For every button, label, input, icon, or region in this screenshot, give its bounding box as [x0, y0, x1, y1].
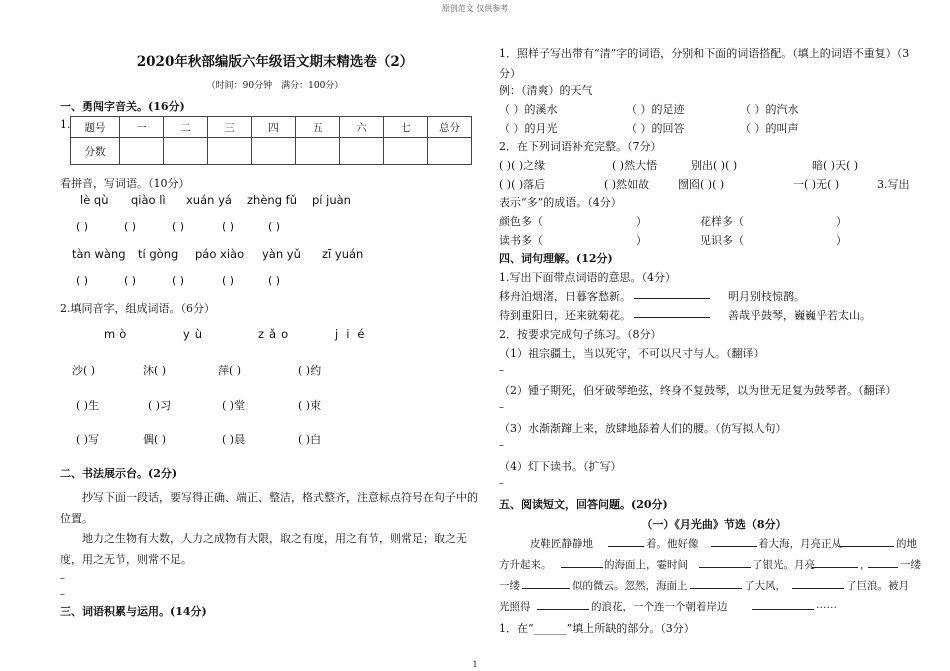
pinyin-item: mò [104, 327, 131, 341]
q1-prompt: 看拼音，写词语。（10分） [60, 177, 190, 190]
passage-text: 方升起来。 [499, 559, 552, 571]
pinyin-item: lè qù [80, 193, 109, 207]
answer-underline[interactable] [634, 307, 710, 318]
idiom-item[interactable]: 别出( )( ) [691, 159, 738, 172]
passage-text: 的浪花，一个连一个朝着岸边 [591, 601, 728, 613]
s4-q2-item: （3）水渐渐蹿上来，放肆地舔着人们的腰。（仿写拟人句） [499, 422, 787, 435]
idiom-item[interactable]: ( )然如故 [604, 178, 650, 191]
homophone-item[interactable]: ( )写 [76, 433, 100, 446]
answer-line[interactable]: – [499, 402, 504, 413]
idiom-item[interactable]: 囫囵( )( ) [678, 178, 725, 191]
section-1-heading: 一、勇闯字音关。(16分) [60, 100, 185, 113]
answer-line[interactable]: – [60, 589, 65, 600]
score-input-cell[interactable] [120, 138, 164, 165]
pinyin-item: tí gòng [138, 247, 179, 261]
answer-box[interactable]: ( ) [124, 274, 137, 287]
fill-item[interactable]: （ ）的汽水 [740, 103, 799, 116]
score-cell: 分数 [71, 138, 120, 165]
pinyin-item: zī yuán [322, 247, 364, 261]
s5-q1: 1．在“______”填上所缺的部分。（3分） [499, 622, 695, 635]
pinyin-item: zhèng fǔ [247, 193, 297, 207]
section-3-heading: 三、词语积累与运用。(14分) [60, 605, 207, 618]
r-q2-prompt: 2．在下列词语补充完整。（7分） [499, 140, 662, 153]
r-q1-prompt: 1．照样子写出带有“清”字的词语，分别和下面的词语搭配。（填上的词语不重复）（3 [499, 47, 910, 60]
homophone-item[interactable]: ( )约 [298, 364, 322, 377]
passage-text: 了巨浪。被月 [846, 580, 909, 592]
s4-q2-item: （1）祖宗疆土，当以死守，不可以尺寸与人。（翻译） [499, 347, 765, 360]
passage-blank[interactable] [690, 578, 742, 589]
passage-blank[interactable] [522, 578, 570, 589]
passage-blank[interactable] [792, 578, 844, 589]
idiom-item[interactable]: 一( )无( ) [793, 178, 840, 191]
answer-box[interactable]: ( ) [268, 274, 281, 287]
homophone-item[interactable]: ( )束 [298, 399, 322, 412]
answer-box[interactable]: ( ) [76, 220, 89, 233]
passage-blank[interactable] [812, 557, 858, 568]
answer-line[interactable]: – [499, 365, 504, 376]
pinyin-item: tàn wàng [72, 247, 126, 261]
answer-box[interactable]: ( ) [76, 274, 89, 287]
score-cell: 总分 [428, 117, 472, 138]
s4-q2-prompt: 2．按要求完成句子练习。（8分） [499, 328, 662, 341]
r-q3-prompt: 表示“多”的成语。（4分） [499, 196, 622, 209]
passage-text: 着。他好像 [646, 538, 699, 550]
passage-blank[interactable] [699, 557, 751, 568]
passage-blank[interactable] [752, 599, 814, 610]
copy-passage: 地力之生物有大数，人力之成物有大限，取之有度，用之有节，则常足；取之无度，用之无节，则常不足。 [60, 532, 467, 566]
homophone-item[interactable]: ( )习 [148, 399, 172, 412]
pinyin-item: zǎo [258, 327, 294, 341]
idiom-item[interactable]: ( )( )之缘 [499, 159, 546, 172]
q2-prompt: 2.填同音字，组成词语。（6分） [60, 302, 215, 315]
item-number: 1. [60, 118, 71, 131]
score-input-cell[interactable] [296, 138, 340, 165]
score-cell: 六 [340, 117, 384, 138]
score-input-cell[interactable] [384, 138, 428, 165]
answer-box[interactable]: ( ) [268, 220, 281, 233]
answer-box[interactable]: ( ) [172, 274, 185, 287]
homophone-item[interactable]: ( )晨 [222, 433, 246, 446]
score-input-cell[interactable] [208, 138, 252, 165]
many-idiom-close[interactable]: ） [836, 234, 847, 247]
fill-item[interactable]: （ ）的月光 [499, 122, 558, 135]
pinyin-item: páo xiào [195, 247, 245, 261]
pinyin-item: yù [183, 327, 208, 341]
fill-item[interactable]: （ ）的溪水 [499, 103, 558, 116]
score-cell: 七 [384, 117, 428, 138]
passage-text: 光照得 [499, 601, 531, 613]
s4-q2-item: （2）锺子期死，伯牙破琴绝弦，终身不复鼓琴，以为世无足复为鼓琴者。（翻译） [499, 384, 897, 397]
passage-text: 一缕 [900, 559, 921, 571]
poem-line: 待到重阳日，还来就菊花。 [499, 309, 631, 322]
score-cell: 二 [164, 117, 208, 138]
poem-line: 善哉乎鼓琴，巍巍乎若太山。 [728, 309, 871, 322]
many-idiom-close[interactable]: ） [836, 215, 847, 228]
passage-blank[interactable] [838, 536, 894, 547]
score-cell: 四 [252, 117, 296, 138]
passage-text: 皮鞋匠静静地 [530, 538, 593, 550]
reading-subtitle: （一）《月光曲》节选（8分） [641, 518, 787, 531]
homophone-item[interactable]: 偶( ) [143, 433, 167, 446]
many-idiom-label: 读书多（ [499, 234, 543, 247]
r-q1-example: 例：（清爽）的天气 [499, 84, 593, 97]
pinyin-item: qiào lì [131, 193, 166, 207]
score-table-score-row [71, 138, 472, 165]
many-idiom-label: 花样多（ [700, 215, 744, 228]
pinyin-item: xuán yá [186, 193, 232, 207]
score-input-cell[interactable] [252, 138, 296, 165]
section-5-heading: 五、阅读短文，回答问题。(20分) [499, 498, 668, 511]
idiom-item[interactable]: ( )( )落后 [499, 178, 546, 191]
section-4-heading: 四、词句理解。(12分) [499, 252, 613, 265]
page-title: 2020年秋部编版六年级语文期末精选卷（2） [136, 54, 414, 70]
score-input-cell[interactable] [164, 138, 208, 165]
passage-text: 的海面上，霎时间 [604, 559, 688, 571]
passage-text: 了大风， [744, 580, 786, 592]
homophone-item[interactable]: ( )生 [76, 399, 100, 412]
r-q1-prompt-cont: 分） [499, 67, 521, 80]
poem-line: 移舟泊烟渚，日暮客愁新。 [499, 290, 631, 303]
passage-text: 似的微云。忽然，海面上 [572, 580, 688, 592]
passage-blank[interactable] [711, 536, 757, 547]
copy-instruction: 抄写下面一段话，要写得正确、端正、整洁，格式整齐，注意标点符号在句子中的位置。 [60, 491, 478, 525]
score-cell: 五 [296, 117, 340, 138]
score-input-cell[interactable] [340, 138, 384, 165]
answer-box[interactable]: ( ) [124, 220, 137, 233]
answer-box[interactable]: ( ) [172, 220, 185, 233]
homophone-item[interactable]: 沐( ) [143, 364, 167, 377]
many-idiom-label: 颜色多（ [499, 215, 543, 228]
passage-blank[interactable] [868, 557, 898, 568]
s4-q1-prompt: 1.写出下面带点词语的意思。（4分） [499, 271, 676, 284]
score-cell: 一 [120, 117, 164, 138]
pinyin-item: yàn yǔ [262, 247, 301, 261]
exam-subtitle: （时间：90分钟 满分：100分） [206, 81, 344, 91]
answer-box[interactable]: ( ) [222, 274, 235, 287]
q3-number: 3.写出 [877, 178, 910, 191]
fill-item[interactable]: （ ）的足迹 [626, 103, 685, 116]
section-2-heading: 二、书法展示台。(2分) [60, 467, 178, 480]
passage-text: 了银光。月亮 [752, 559, 815, 571]
answer-box[interactable]: ( ) [222, 220, 235, 233]
pinyin-item: jié [335, 327, 373, 341]
passage-text: 一缕 [499, 580, 520, 592]
answer-line[interactable]: – [499, 440, 504, 451]
homophone-item[interactable]: ( )堂 [222, 399, 246, 412]
score-table [70, 116, 472, 165]
answer-line[interactable]: – [60, 573, 65, 584]
passage-blank[interactable] [608, 536, 644, 547]
homophone-item[interactable]: 萍( ) [218, 364, 242, 377]
passage-text: 的地 [896, 538, 917, 550]
pinyin-item: pí juàn [312, 193, 351, 207]
passage-text: …… [816, 599, 837, 611]
homophone-item[interactable]: ( )白 [298, 433, 322, 446]
answer-underline[interactable] [634, 288, 710, 299]
idiom-item[interactable]: ( )然大悟 [612, 159, 658, 172]
poem-line: 明月别枝惊鹊。 [728, 290, 805, 303]
score-cell: 题号 [71, 117, 120, 138]
passage-text: 着大海，月亮正从 [758, 538, 842, 550]
homophone-item[interactable]: 沙( ) [72, 364, 96, 377]
idiom-item[interactable]: 暗( )天( ) [812, 159, 859, 172]
fill-item[interactable]: （ ）的叫声 [740, 122, 799, 135]
page-number: 1 [472, 660, 478, 669]
score-input-cell[interactable] [428, 138, 472, 165]
score-table-header-row [71, 117, 472, 138]
many-idiom-label: 见识多（ [700, 234, 744, 247]
many-idiom-close[interactable]: ） [636, 215, 647, 228]
passage-text: ， [860, 559, 871, 571]
passage-blank[interactable] [561, 557, 603, 568]
s4-q2-item: （4）灯下读书。（扩写） [499, 460, 622, 473]
score-cell: 三 [208, 117, 252, 138]
many-idiom-close[interactable]: ） [636, 234, 647, 247]
answer-line[interactable]: – [499, 478, 504, 489]
header-note: 原创范文 仅供参考 [441, 4, 509, 13]
fill-item[interactable]: （ ）的回答 [626, 122, 685, 135]
passage-blank[interactable] [537, 599, 589, 610]
